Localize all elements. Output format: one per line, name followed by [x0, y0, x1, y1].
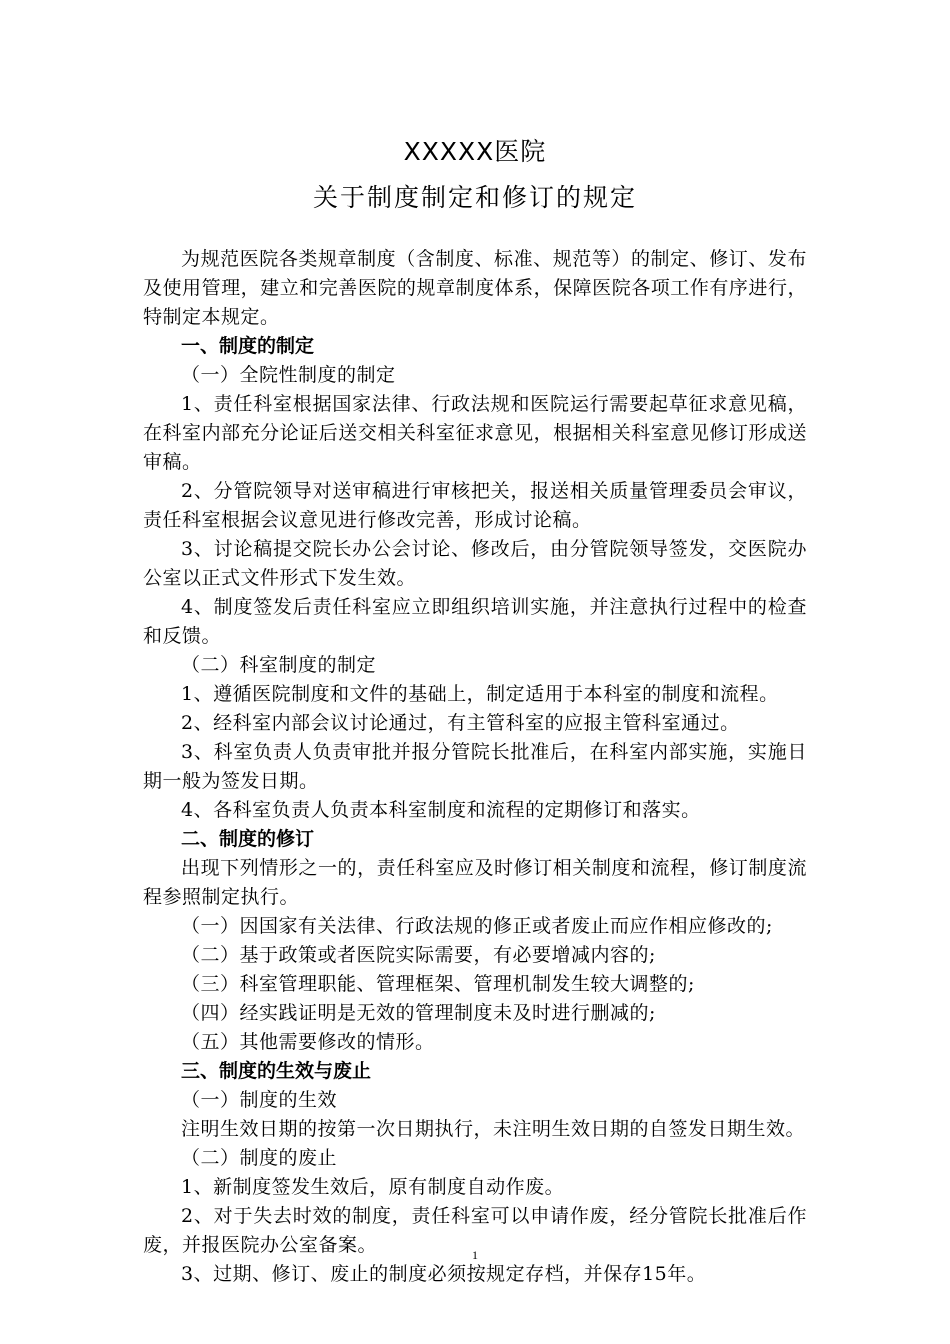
intro-paragraph: 为规范医院各类规章制度（含制度、标准、规范等）的制定、修订、发布及使用管理，建立和完善医院的规章制度体系，保障医院各项工作有序进行，特制定本规定。	[143, 248, 807, 328]
section-2-intro: 出现下列情形之一的，责任科室应及时修订相关制度和流程，修订制度流程参照制定执行。	[143, 857, 807, 908]
section-heading-2: 二、制度的修订	[181, 828, 315, 850]
subsection-heading-3-1: （一）制度的生效	[181, 1089, 338, 1111]
page-number: 1	[472, 1248, 478, 1262]
subsection-heading-1-1: （一）全院性制度的制定	[181, 364, 396, 386]
list-item: （一）因国家有关法律、行政法规的修正或者废止而应作相应修改的;	[181, 915, 773, 937]
list-item: 2、分管院领导对送审稿进行审核把关，报送相关质量管理委员会审议，责任科室根据会议意见进行修改完善，形成讨论稿。	[143, 480, 807, 531]
list-item: 4、各科室负责人负责本科室制度和流程的定期修订和落实。	[181, 799, 701, 821]
list-item: （五）其他需要修改的情形。	[181, 1031, 435, 1053]
list-item: 1、新制度签发生效后，原有制度自动作废。	[181, 1176, 565, 1198]
list-item: 1、责任科室根据国家法律、行政法规和医院运行需要起草征求意见稿，在科室内部充分论证后送交相关科室征求意见，根据相关科室意见修订形成送审稿。	[143, 393, 807, 473]
list-item: 4、制度签发后责任科室应立即组织培训实施，并注意执行过程中的检查和反馈。	[143, 596, 807, 647]
section-heading-3: 三、制度的生效与废止	[181, 1060, 372, 1082]
list-item: （三）科室管理职能、管理框架、管理机制发生较大调整的;	[181, 973, 695, 995]
document-title: 关于制度制定和修订的规定	[312, 183, 637, 212]
list-item: （二）基于政策或者医院实际需要，有必要增减内容的;	[181, 944, 656, 966]
paragraph: 注明生效日期的按第一次日期执行，未注明生效日期的自签发日期生效。	[181, 1118, 806, 1140]
list-item: 3、讨论稿提交院长办公会讨论、修改后，由分管院领导签发，交医院办公室以正式文件形式下发生效。	[143, 538, 807, 589]
hospital-title: XXXXX医院	[403, 137, 547, 166]
list-item: 1、遵循医院制度和文件的基础上，制定适用于本科室的制度和流程。	[181, 683, 779, 705]
list-item: 2、对于失去时效的制度，责任科室可以申请作废，经分管院长批准后作废，并报医院办公室备案。	[143, 1205, 807, 1256]
list-item: 3、科室负责人负责审批并报分管院长批准后，在科室内部实施，实施日期一般为签发日期。	[143, 741, 807, 792]
list-item: 2、经科室内部会议讨论通过，有主管科室的应报主管科室通过。	[181, 712, 740, 734]
subsection-heading-3-2: （二）制度的废止	[181, 1147, 338, 1169]
section-heading-1: 一、制度的制定	[181, 335, 315, 357]
subsection-heading-1-2: （二）科室制度的制定	[181, 654, 377, 676]
list-item: （四）经实践证明是无效的管理制度未及时进行删减的;	[181, 1002, 656, 1024]
list-item: 3、过期、修订、废止的制度必须按规定存档，并保存15年。	[181, 1263, 707, 1285]
document-body	[143, 245, 807, 1289]
